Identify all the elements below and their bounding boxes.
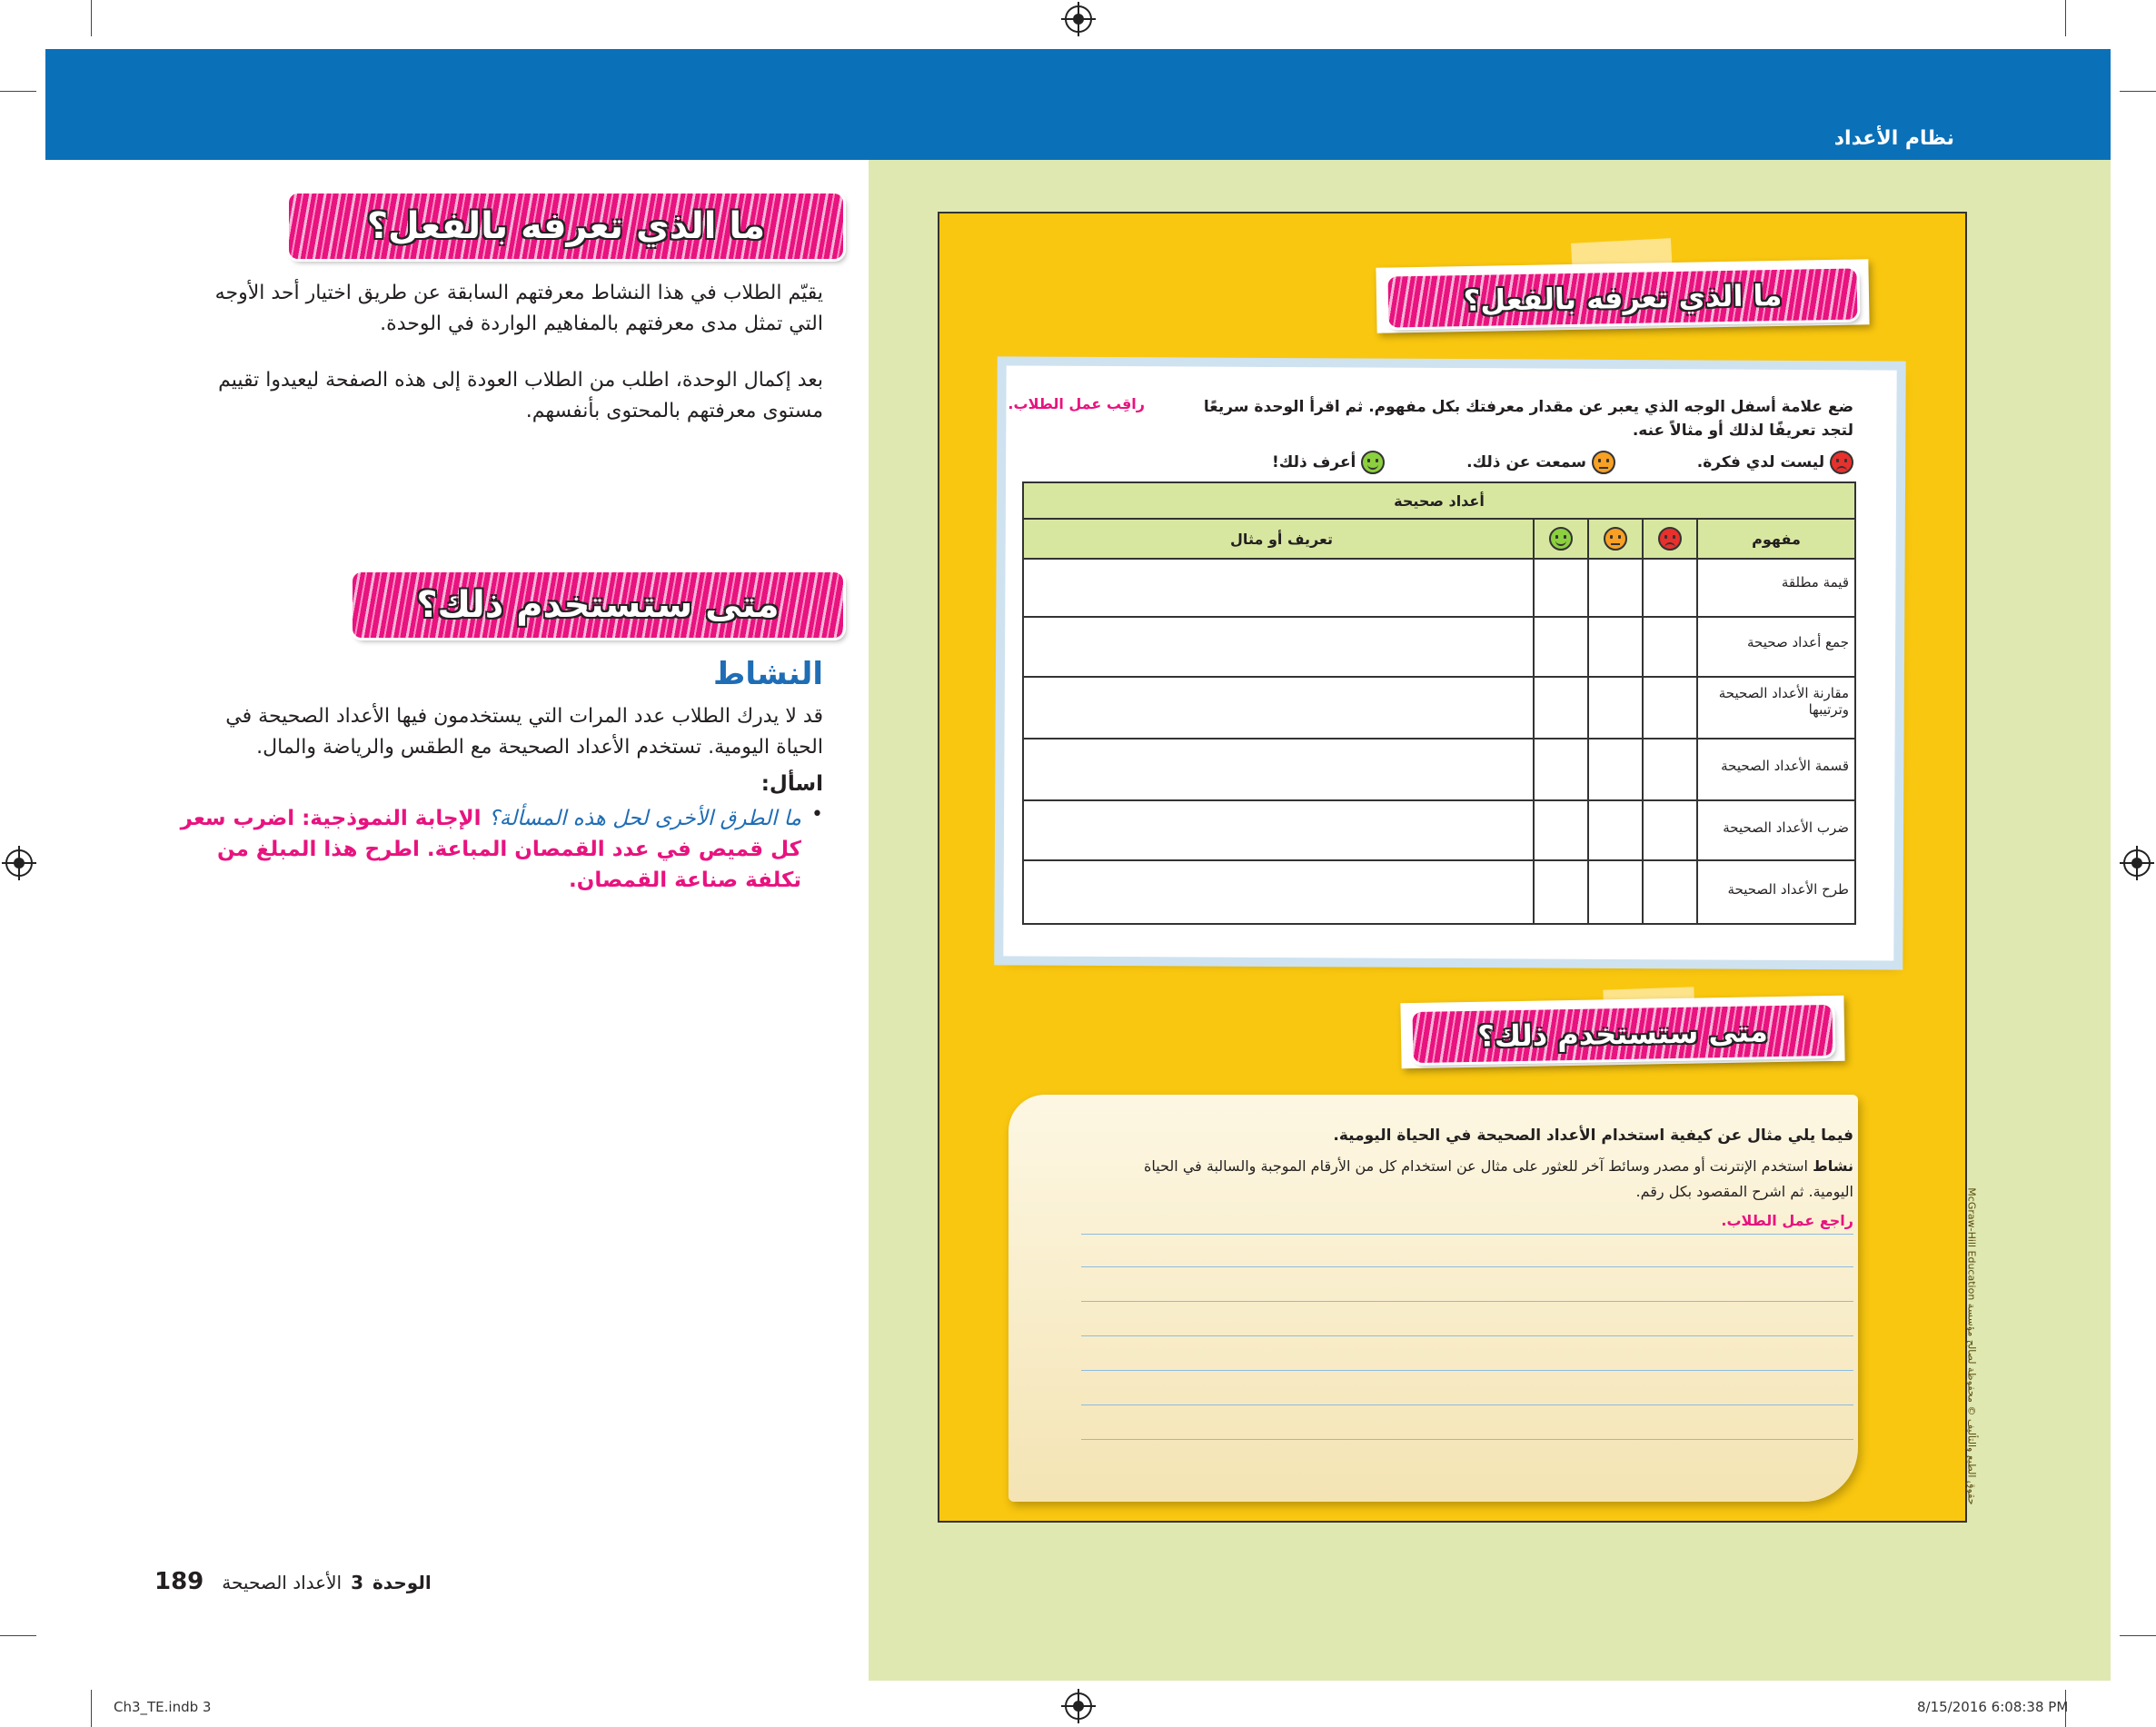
crop-mark: [91, 0, 92, 36]
writing-line: [1081, 1335, 1853, 1336]
table-row: [1023, 559, 1855, 617]
writing-line: [1081, 1234, 1853, 1235]
col-know: [1534, 519, 1588, 559]
student-banner-when-use: متى ستستخدم ذلك؟: [1413, 1005, 1833, 1063]
definition-cell[interactable]: [1023, 677, 1534, 739]
crop-mark: [2120, 91, 2156, 92]
student-banner-what-you-know: ما الذي تعرفه بالفعل؟: [1388, 269, 1858, 328]
question-text: ما الطرق الأخرى لحل هذه المسألة؟: [488, 807, 801, 830]
banner-what-you-know: ما الذي تعرفه بالفعل؟: [289, 194, 843, 259]
concept-cell: قيمة مطلقة: [1697, 559, 1855, 617]
unit-label: الوحدة: [373, 1572, 432, 1593]
sad-face-icon: [1830, 451, 1853, 474]
check-cell[interactable]: [1534, 617, 1588, 677]
sad-face-icon: [1658, 527, 1682, 551]
definition-cell[interactable]: [1023, 860, 1534, 924]
check-cell[interactable]: [1588, 860, 1643, 924]
crop-mark: [0, 1635, 36, 1636]
check-cell[interactable]: [1534, 677, 1588, 739]
banner-when-use: متى ستستخدم ذلك؟: [353, 572, 843, 638]
writing-line: [1081, 1439, 1853, 1440]
question-answer: [164, 803, 823, 896]
copyright-note: حقوق الطبع والتأليف © محفوظة لصالح مؤسسة McGraw-Hill Education: [1965, 1187, 1978, 1505]
legend-item-heard: سمعت عن ذلك.: [1466, 451, 1615, 474]
model-answer: الإجابة النموذجية: اضرب سعر كل قميص في عدد القمصان المباعة. اطرح هذا المبلغ من تكلفة صناعة القمصان.: [180, 807, 801, 892]
check-cell[interactable]: [1643, 617, 1697, 677]
writing-line: [1081, 1404, 1853, 1405]
file-name: Ch3_TE.indb 3: [114, 1699, 212, 1715]
concept-cell: مقارنة الأعداد الصحيحة وترتيبها: [1697, 677, 1855, 739]
writing-line: [1081, 1301, 1853, 1302]
writing-line: [1081, 1370, 1853, 1371]
faces-legend: [1272, 451, 1853, 474]
registration-mark-icon: [2123, 849, 2151, 877]
monitor-note: راقِب عمل الطلاب.: [1008, 395, 1145, 412]
page-footer: [154, 1568, 432, 1595]
check-cell[interactable]: [1534, 800, 1588, 860]
legend-item-know: أعرف ذلك!: [1272, 451, 1385, 474]
table-row: [1023, 677, 1855, 739]
bullet: •: [811, 803, 823, 826]
crop-mark: [2120, 1635, 2156, 1636]
smiley-face-icon: [1549, 527, 1573, 551]
activity-block: [1118, 1154, 1853, 1205]
review-note: راجع عمل الطلاب.: [1721, 1212, 1853, 1229]
crop-mark: [0, 91, 36, 92]
check-cell[interactable]: [1588, 559, 1643, 617]
check-cell[interactable]: [1643, 559, 1697, 617]
ask-label: اسأل:: [760, 772, 823, 796]
check-cell[interactable]: [1534, 739, 1588, 800]
check-cell[interactable]: [1588, 800, 1643, 860]
intro-paragraph: يقيّم الطلاب في هذا النشاط معرفتهم السابقة عن طريق اختيار أحد الأوجه التي تمثل مدى معرفتهم بالمفاهيم الواردة في الوحدة.: [214, 282, 823, 335]
neutral-face-icon: [1592, 451, 1615, 474]
header-bar: [45, 49, 2111, 160]
instructions: ضع علامة أسفل الوجه الذي يعبر عن مقدار معرفتك بكل مفهوم. ثم اقرأ الوحدة سريعًا لتجد تعريفًا لذلك أو مثالاً عنه.: [1203, 398, 1853, 440]
legend-item-no-idea: ليست لدي فكرة.: [1697, 451, 1853, 474]
registration-mark-icon: [1065, 1692, 1092, 1720]
registration-mark-icon: [5, 849, 33, 877]
writing-line: [1081, 1266, 1853, 1267]
check-cell[interactable]: [1534, 559, 1588, 617]
activity-label: نشاط: [1813, 1157, 1853, 1175]
concepts-table: [1022, 481, 1856, 925]
check-cell[interactable]: [1643, 800, 1697, 860]
col-concept: مفهوم: [1697, 519, 1855, 559]
col-no-idea: [1643, 519, 1697, 559]
check-cell[interactable]: [1643, 860, 1697, 924]
check-cell[interactable]: [1588, 739, 1643, 800]
activity-text: استخدم الإنترنت أو مصدر وسائط آخر للعثور على مثال عن استخدام كل من الأرقام الموجبة والسالبة في الحياة اليومية. ثم اشرح المقصود بكل رقم.: [1144, 1157, 1853, 1200]
check-cell[interactable]: [1534, 860, 1588, 924]
definition-cell[interactable]: [1023, 617, 1534, 677]
neutral-face-icon: [1604, 527, 1627, 551]
check-cell[interactable]: [1588, 677, 1643, 739]
print-timestamp: 8/15/2016 6:08:38 PM: [1917, 1699, 2069, 1715]
table-row: [1023, 617, 1855, 677]
check-cell[interactable]: [1643, 739, 1697, 800]
section-title: نظام الأعداد: [1833, 127, 1954, 150]
definition-cell[interactable]: [1023, 800, 1534, 860]
col-heard: [1588, 519, 1643, 559]
crop-mark: [2065, 0, 2066, 36]
page-number: 189: [154, 1568, 204, 1595]
table-row: [1023, 800, 1855, 860]
activity-paragraph: قد لا يدرك الطلاب عدد المرات التي يستخدمون فيها الأعداد الصحيحة في الحياة اليومية. تستخدم الأعداد الصحيحة مع الطقس والرياضة والمال.: [225, 705, 823, 759]
definition-cell[interactable]: [1023, 739, 1534, 800]
concept-cell: جمع أعداد صحيحة: [1697, 617, 1855, 677]
follow-up-paragraph: بعد إكمال الوحدة، اطلب من الطلاب العودة إلى هذه الصفحة ليعيدوا تقييم مستوى معرفتهم بالمحتوى بأنفسهم.: [218, 369, 823, 422]
smiley-face-icon: [1361, 451, 1385, 474]
activity-heading: النشاط: [713, 656, 823, 692]
crop-mark: [91, 1690, 92, 1727]
col-definition: تعريف أو مثال: [1023, 519, 1534, 559]
check-cell[interactable]: [1588, 617, 1643, 677]
concept-cell: قسمة الأعداد الصحيحة: [1697, 739, 1855, 800]
concept-cell: طرح الأعداد الصحيحة: [1697, 860, 1855, 924]
registration-mark-icon: [1065, 5, 1092, 33]
unit-number: 3: [351, 1572, 363, 1593]
table-row: [1023, 860, 1855, 924]
concept-cell: ضرب الأعداد الصحيحة: [1697, 800, 1855, 860]
definition-cell[interactable]: [1023, 559, 1534, 617]
table-row: [1023, 739, 1855, 800]
check-cell[interactable]: [1643, 677, 1697, 739]
table-title: أعداد صحيحة: [1023, 482, 1855, 519]
example-title: فيما يلي مثال عن كيفية استخدام الأعداد الصحيحة في الحياة اليومية.: [1333, 1127, 1853, 1145]
unit-title: الأعداد الصحيحة: [222, 1572, 343, 1593]
